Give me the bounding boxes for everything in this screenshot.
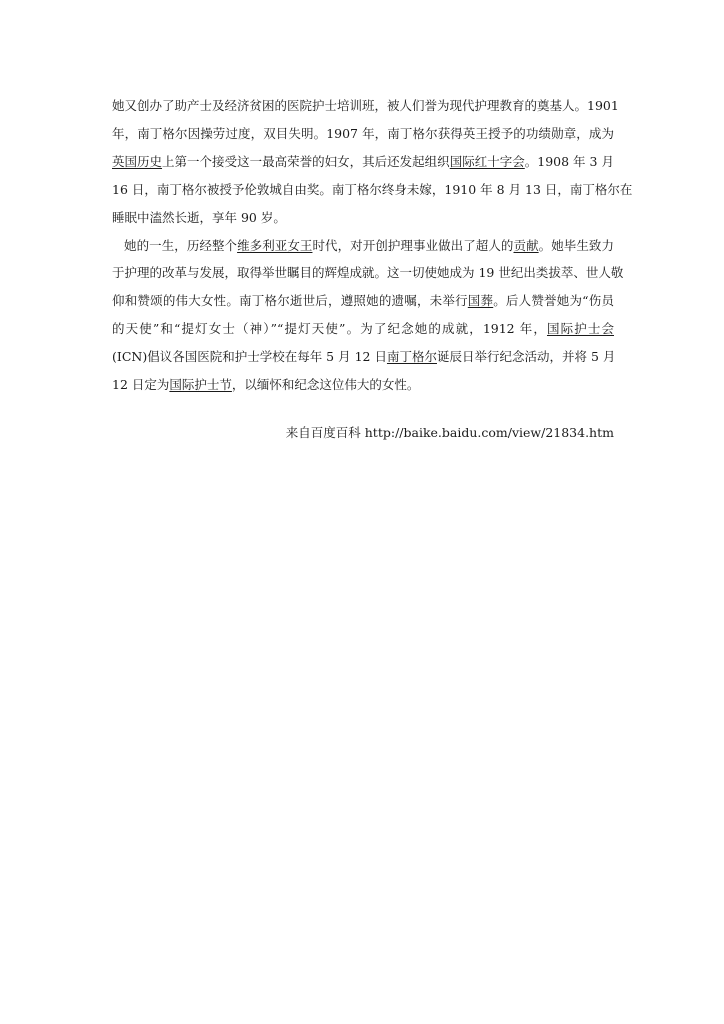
hyperlink[interactable]: 英国历史 (112, 153, 163, 169)
paragraph-1 (112, 92, 633, 232)
text-segment: 。她毕生致力 (538, 237, 614, 253)
text-line (112, 343, 614, 371)
text-line (112, 204, 614, 232)
article-body (112, 92, 633, 399)
text-segment: 诞辰日举行纪念活动，并将 5 月 (436, 349, 616, 365)
hyperlink[interactable]: 维多利亚女王 (237, 237, 313, 253)
text-line (112, 371, 614, 399)
text-segment: 仰和赞颂的伟大女性。南丁格尔逝世后，遵照她的遗嘱，未举行 (112, 293, 468, 309)
text-line (112, 92, 619, 120)
text-segment: 时代，对开创护理事业做出了超人的 (312, 237, 514, 253)
text-segment: 于护理的改革与发展，取得举世瞩目的辉煌成就。这一切使她成为 19 世纪出类拔萃、世人敬 (112, 265, 624, 281)
text-line (112, 176, 633, 204)
hyperlink[interactable]: 国际护士节 (169, 377, 232, 393)
text-line (112, 148, 614, 176)
hyperlink[interactable]: 国葬 (467, 293, 494, 309)
text-segment: (ICN)倡议各国医院和护士学校在每年 5 月 12 日 (112, 349, 387, 365)
text-segment: 她的一生，历经整个 (124, 237, 238, 253)
text-segment: 年，南丁格尔因操劳过度，双目失明。1907 年，南丁格尔获得英王授予的功绩勋章，成为 (112, 125, 614, 141)
text-line (112, 120, 614, 148)
text-segment: 12 日定为 (112, 377, 170, 393)
text-segment: 的天使”和“提灯女士（神）”“提灯天使”。为了纪念她的成就，1912 年， (112, 321, 547, 337)
text-segment: ，以缅怀和纪念这位伟大的女性。 (231, 377, 420, 393)
text-segment: 。后人赞誉她为“伤员 (493, 293, 614, 309)
source-citation: 来自百度百科 http://baike.baidu.com/view/21834.htm (285, 425, 614, 440)
hyperlink[interactable]: 国际红十字会 (449, 153, 525, 169)
text-segment: 上第一个接受这一最高荣誉的妇女，其后还发起组织 (162, 153, 450, 169)
hyperlink[interactable]: 南丁格尔 (386, 349, 437, 365)
text-line (112, 259, 624, 287)
text-segment: 。1908 年 3 月 (524, 153, 614, 169)
text-line (112, 232, 614, 260)
text-line (112, 287, 614, 315)
text-segment: 睡眠中溘然长逝，享年 90 岁。 (112, 209, 286, 225)
hyperlink[interactable]: 国际护士会 (546, 321, 614, 337)
hyperlink[interactable]: 贡献 (513, 237, 539, 253)
text-segment: 她又创办了助产士及经济贫困的医院护士培训班，被人们誉为现代护理教育的奠基人。1901 (112, 98, 619, 113)
text-segment: 16 日，南丁格尔被授予伦敦城自由奖。南丁格尔终身未嫁，1910 年 8 月 13 日，南丁格尔在 (112, 181, 633, 197)
text-line (112, 315, 614, 343)
paragraph-2 (112, 232, 624, 399)
